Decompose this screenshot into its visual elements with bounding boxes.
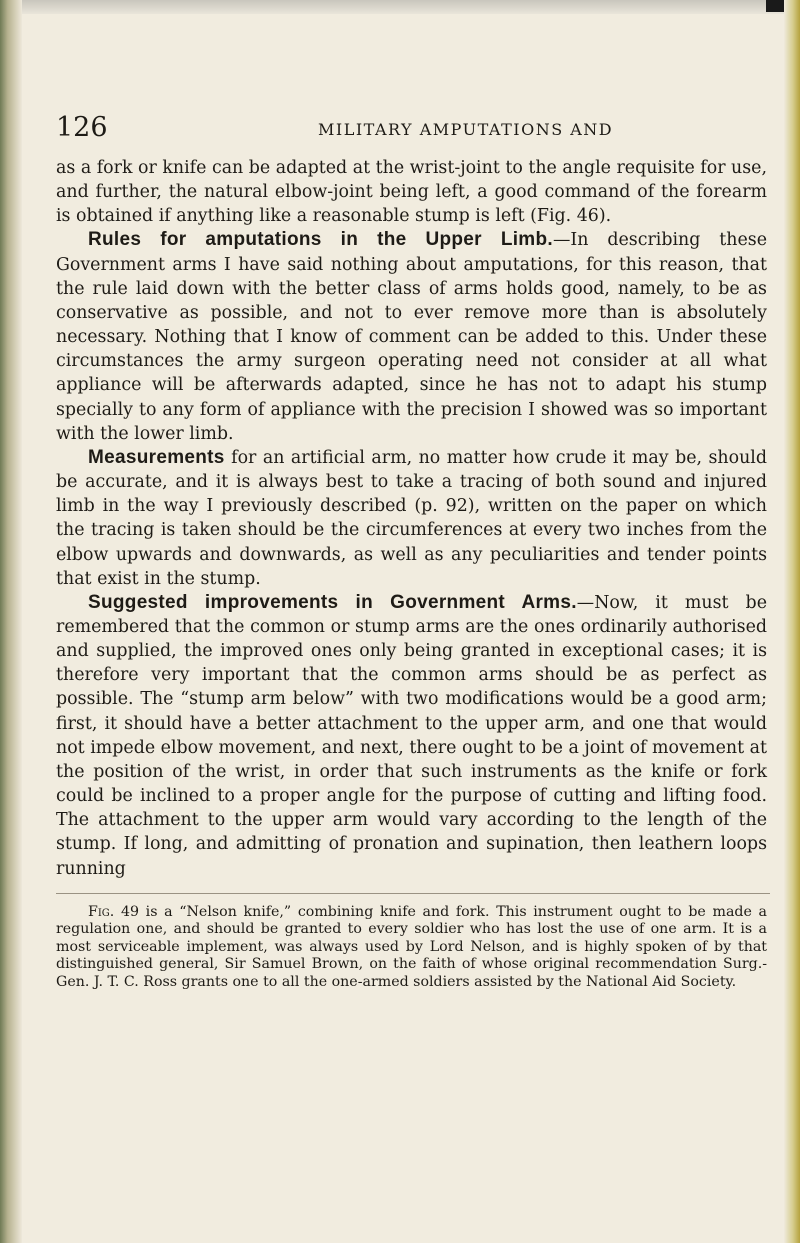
paragraph-4 bbox=[56, 591, 767, 881]
running-title: MILITARY AMPUTATIONS AND bbox=[318, 120, 614, 139]
paragraph-1-text: as a fork or knife can be adapted at the wrist-joint to the angle requisite for use, and further, the natural elbow-joint being left, a good command of the forearm is obtained if anything like a reasonable stump is left (Fig. 46). bbox=[56, 158, 767, 227]
paragraph-3 bbox=[56, 446, 767, 591]
page-number: 126 bbox=[56, 112, 108, 143]
page-edge-right bbox=[784, 0, 800, 1243]
footnote bbox=[56, 904, 767, 992]
heading-measurements: Measurements bbox=[88, 446, 225, 468]
heading-upper-limb: Rules for amputations in the Upper Limb. bbox=[88, 229, 553, 251]
paragraph-1 bbox=[56, 156, 767, 228]
page-edge-left bbox=[0, 0, 22, 1243]
book-page bbox=[56, 112, 772, 991]
body-text bbox=[56, 156, 767, 881]
page-header bbox=[56, 112, 772, 146]
scan-top-edge bbox=[0, 0, 800, 14]
paragraph-3-text: for an artificial arm, no matter how crude it may be, should be accurate, and it is always best to take a tracing of both sound and injured limb in the way I previously described (p. 92), written on the paper on which the tracing is taken should be the circumferences at every two inches from the elbow upwards and downwards, as well as any peculiarities and tender points that exist in the stump. bbox=[56, 447, 767, 589]
footnote-figure-label: Fig. 49 bbox=[88, 903, 140, 920]
paragraph-2 bbox=[56, 228, 767, 445]
heading-suggested-improvements: Suggested improvements in Government Arms. bbox=[88, 591, 577, 613]
footnote-text: is a “Nelson knife,” combining knife and fork. This instrument ought to be made a regulation one, and should be granted to every soldier who has lost the use of one arm. It is a most serviceable implement, was always used by Lord Nelson, and is highly spoken of by that distinguished general, Sir Samuel Brown, on the faith of whose original recommendation Surg.-Gen. J. T. C. Ross grants one to all the one-armed soldiers assisted by the National Aid Society. bbox=[56, 903, 767, 990]
paragraph-4-text: —Now, it must be remembered that the common or stump arms are the ones ordinarily authorised and supplied, the improved ones only being granted in exceptional cases; it is therefore very important that the common arms should be as perfect as possible. The “stump arm below” with two modifications would be a good arm; first, it should have a better attachment to the upper arm, and one that would not impede elbow movement, and next, there ought to be a joint of movement at the position of the wrist, in order that such instruments as the knife or fork could be inclined to a proper angle for the purpose of cutting and lifting food. The attachment to the upper arm would vary according to the length of the stump. If long, and admitting of pronation and supination, then leathern loops running bbox=[56, 592, 767, 879]
footnote-divider bbox=[56, 893, 770, 894]
paragraph-2-text: —In describing these Government arms I have said nothing about amputations, for this reason, that the rule laid down with the better class of arms holds good, namely, to be as conservative as possible, and not to ever remove more than is absolutely necessary. Nothing that I know of comment can be added to this. Under these circumstances the army surgeon operating need not consider at all what appliance will be afterwards adapted, since he has not to adapt his stump specially to any form of appliance with the precision I showed was so important with the lower limb. bbox=[56, 230, 767, 444]
